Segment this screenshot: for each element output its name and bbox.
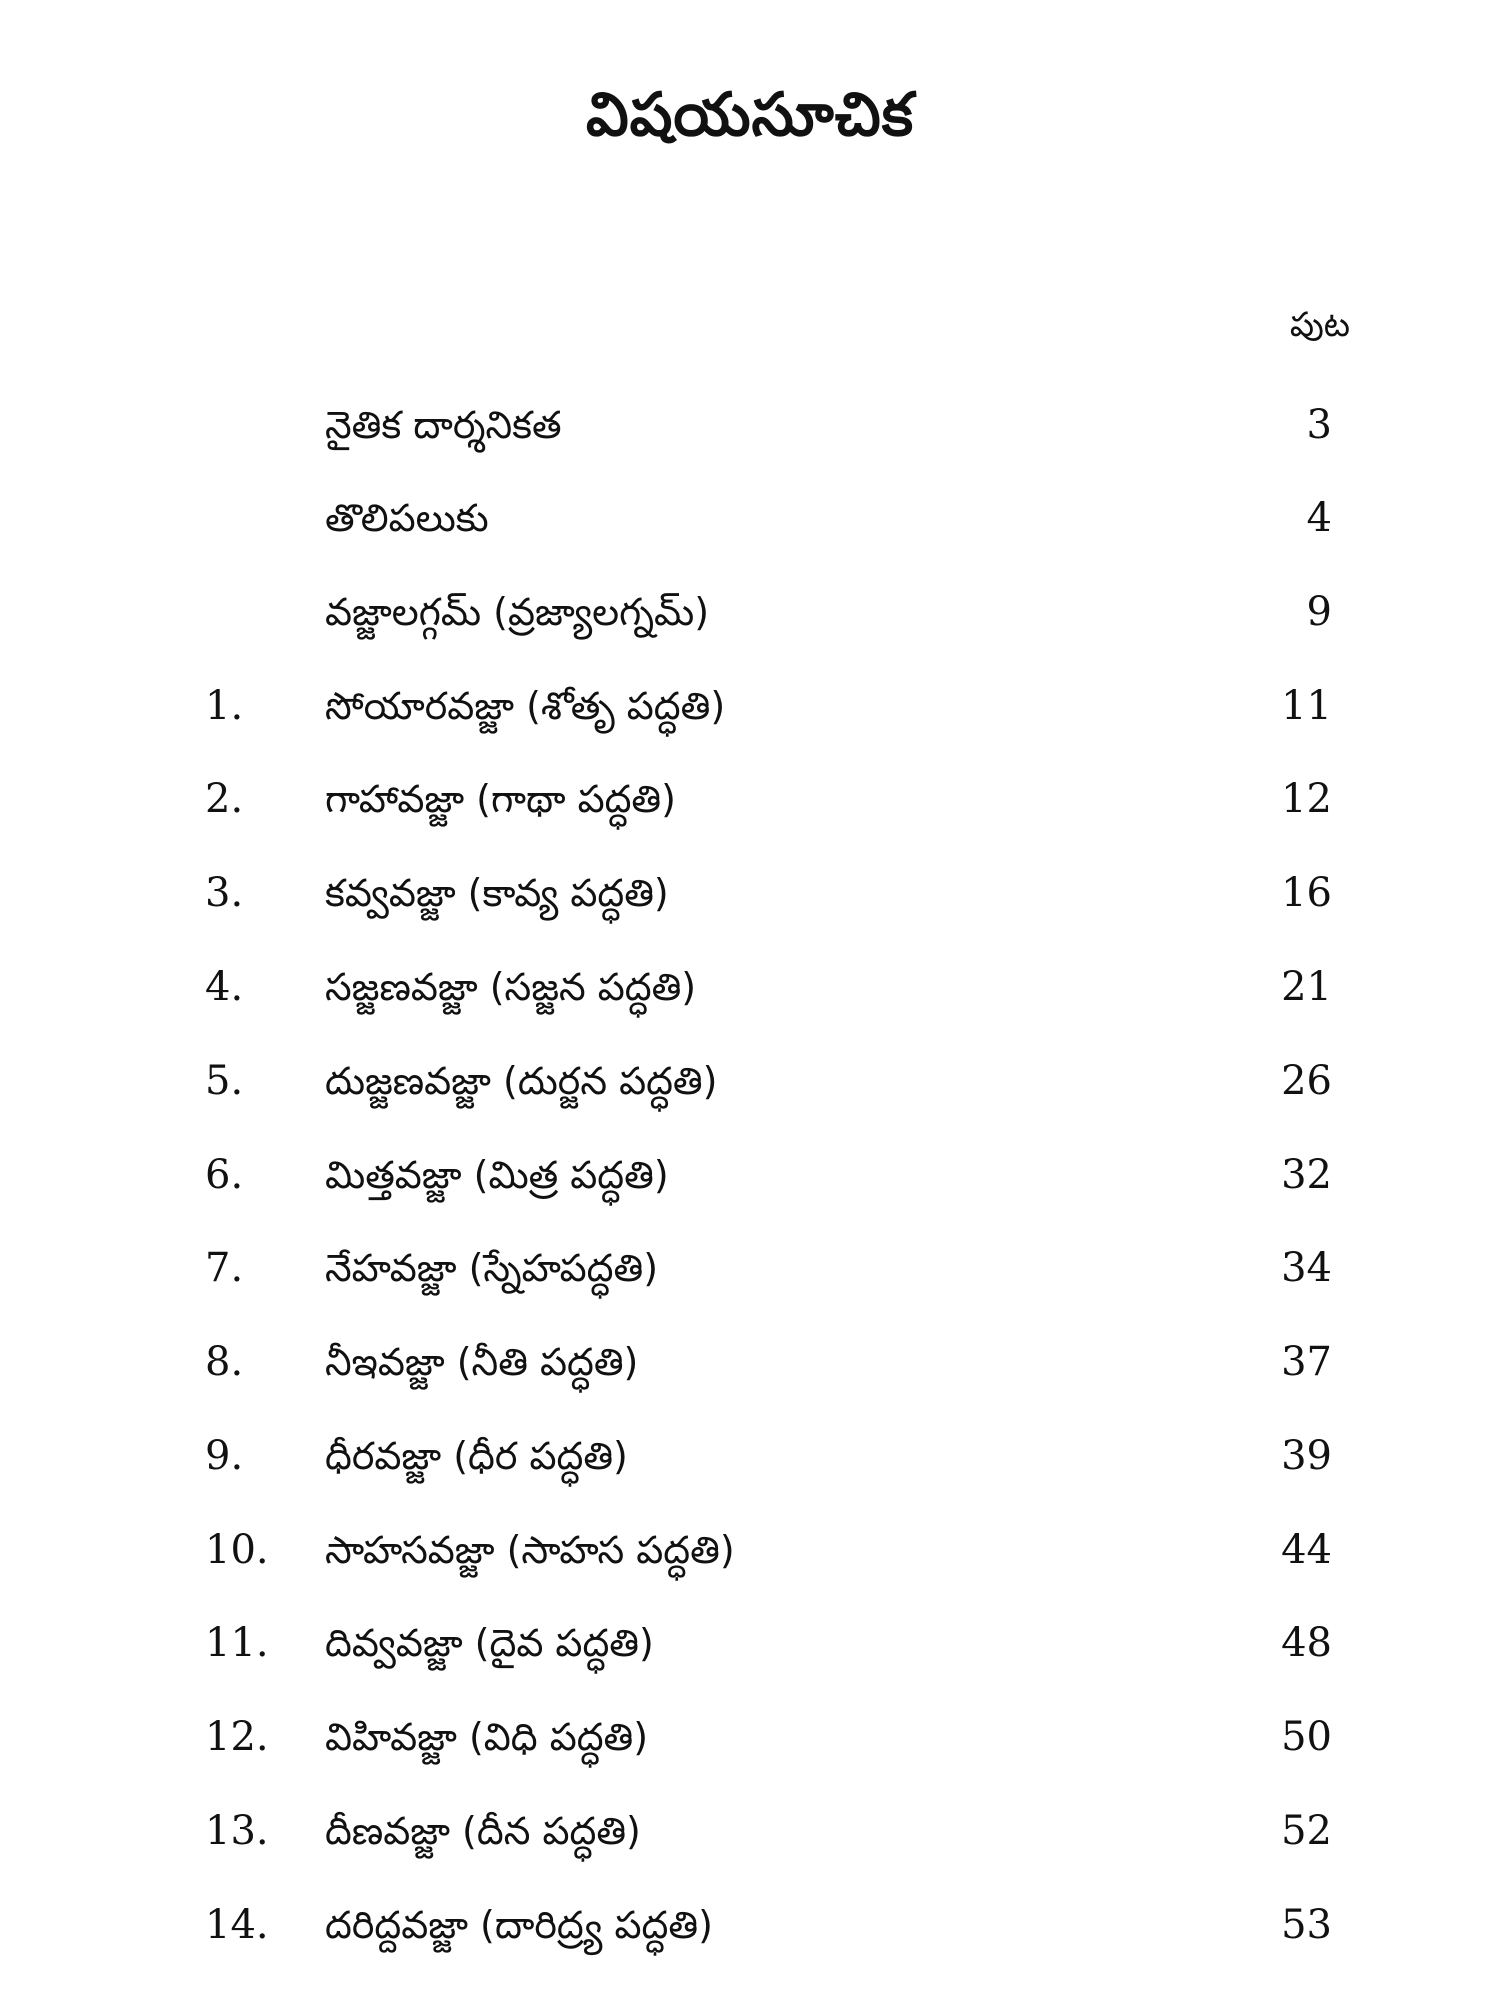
toc-entry-title: వజ్జాలగ్గమ్ (వ్రజ్యాలగ్నమ్) <box>325 590 710 634</box>
toc-entry-title: మిత్తవజ్జా (మిత్ర పద్ధతి) <box>325 1153 669 1197</box>
toc-entry-number: 4. <box>205 964 244 1010</box>
toc-entry-page: 34 <box>1281 1245 1332 1291</box>
toc-entry-title: సోయారవజ్జా (శోతృ పద్ధతి) <box>325 684 726 728</box>
toc-entry-title: దీణవజ్జా (దీన పద్ధతి) <box>325 1809 641 1853</box>
page-column-header: పుట <box>1289 305 1350 345</box>
toc-entry-number: 1. <box>205 683 244 729</box>
toc-entry-title: దరిద్దవజ్జా (దారిద్ర్య పద్ధతి) <box>325 1903 713 1947</box>
toc-entry-title: విహివజ్జా (విధి పద్ధతి) <box>325 1715 649 1759</box>
toc-entry-number: 8. <box>205 1339 244 1385</box>
toc-entry-number: 13. <box>205 1808 269 1854</box>
toc-entry <box>0 1145 1500 1205</box>
toc-entry <box>0 1520 1500 1580</box>
toc-entry-title: తొలిపలుకు <box>325 496 489 540</box>
toc-entry <box>0 1238 1500 1298</box>
toc-entry <box>0 1426 1500 1486</box>
toc-entry-number: 10. <box>205 1527 269 1573</box>
toc-entry <box>0 395 1500 455</box>
toc-entry-title: నీఇవజ్జా (నీతి పద్ధతి) <box>325 1340 639 1384</box>
toc-entry-title: కవ్వవజ్జా (కావ్య పద్ధతి) <box>325 871 669 915</box>
toc-entry-page: 4 <box>1306 495 1332 541</box>
toc-entry-page: 16 <box>1281 870 1332 916</box>
toc-entry-page: 52 <box>1281 1808 1332 1854</box>
toc-entry-page: 9 <box>1306 589 1332 635</box>
page-title: విషయసూచిక <box>585 80 915 150</box>
toc-entry-title: ధీరవజ్జా (ధీర పద్ధతి) <box>325 1434 628 1478</box>
toc-entry <box>0 1051 1500 1111</box>
toc-entry-title: దుజ్జణవజ్జా (దుర్జన పద్ధతి) <box>325 1059 718 1103</box>
toc-entry-number: 14. <box>205 1902 269 1948</box>
toc-entry <box>0 1332 1500 1392</box>
toc-entry-page: 11 <box>1281 683 1332 729</box>
toc-entry-number: 2. <box>205 776 244 822</box>
toc-entry-number: 11. <box>205 1620 269 1666</box>
toc-entry-page: 37 <box>1281 1339 1332 1385</box>
toc-entry <box>0 1613 1500 1673</box>
toc-entry-page: 44 <box>1281 1527 1332 1573</box>
toc-entry <box>0 1801 1500 1861</box>
toc-entry-number: 9. <box>205 1433 244 1479</box>
toc-entry-number: 6. <box>205 1152 244 1198</box>
toc-entry <box>0 957 1500 1017</box>
toc-entry-number: 3. <box>205 870 244 916</box>
toc-entry-number: 7. <box>205 1245 244 1291</box>
toc-entry-title: దివ్వవజ్జా (దైవ పద్ధతి) <box>325 1621 654 1665</box>
toc-entry <box>0 863 1500 923</box>
toc-entry-page: 53 <box>1281 1902 1332 1948</box>
toc-entry <box>0 1895 1500 1955</box>
toc-entry-page: 48 <box>1281 1620 1332 1666</box>
toc-entry <box>0 488 1500 548</box>
toc-entry <box>0 582 1500 642</box>
toc-entry-page: 26 <box>1281 1058 1332 1104</box>
toc-entry-title: గాహావజ్జా (గాథా పద్ధతి) <box>325 777 676 821</box>
toc-entry-title: నైతిక దార్శనికత <box>325 403 562 447</box>
toc-entry-title: సాహసవజ్జా (సాహస పద్ధతి) <box>325 1528 735 1572</box>
toc-entry <box>0 769 1500 829</box>
toc-entry-page: 12 <box>1281 776 1332 822</box>
toc-entry-page: 21 <box>1281 964 1332 1010</box>
toc-entry-page: 3 <box>1306 402 1332 448</box>
toc-entry-title: నేహవజ్జా (స్నేహపద్ధతి) <box>325 1246 659 1290</box>
toc-entry-page: 32 <box>1281 1152 1332 1198</box>
toc-entry-number: 12. <box>205 1714 269 1760</box>
toc-entry <box>0 1707 1500 1767</box>
toc-entry-page: 39 <box>1281 1433 1332 1479</box>
toc-entry <box>0 676 1500 736</box>
toc-entry-number: 5. <box>205 1058 244 1104</box>
toc-entry-title: సజ్జణవజ్జా (సజ్జన పద్ధతి) <box>325 965 697 1009</box>
toc-entry-page: 50 <box>1281 1714 1332 1760</box>
